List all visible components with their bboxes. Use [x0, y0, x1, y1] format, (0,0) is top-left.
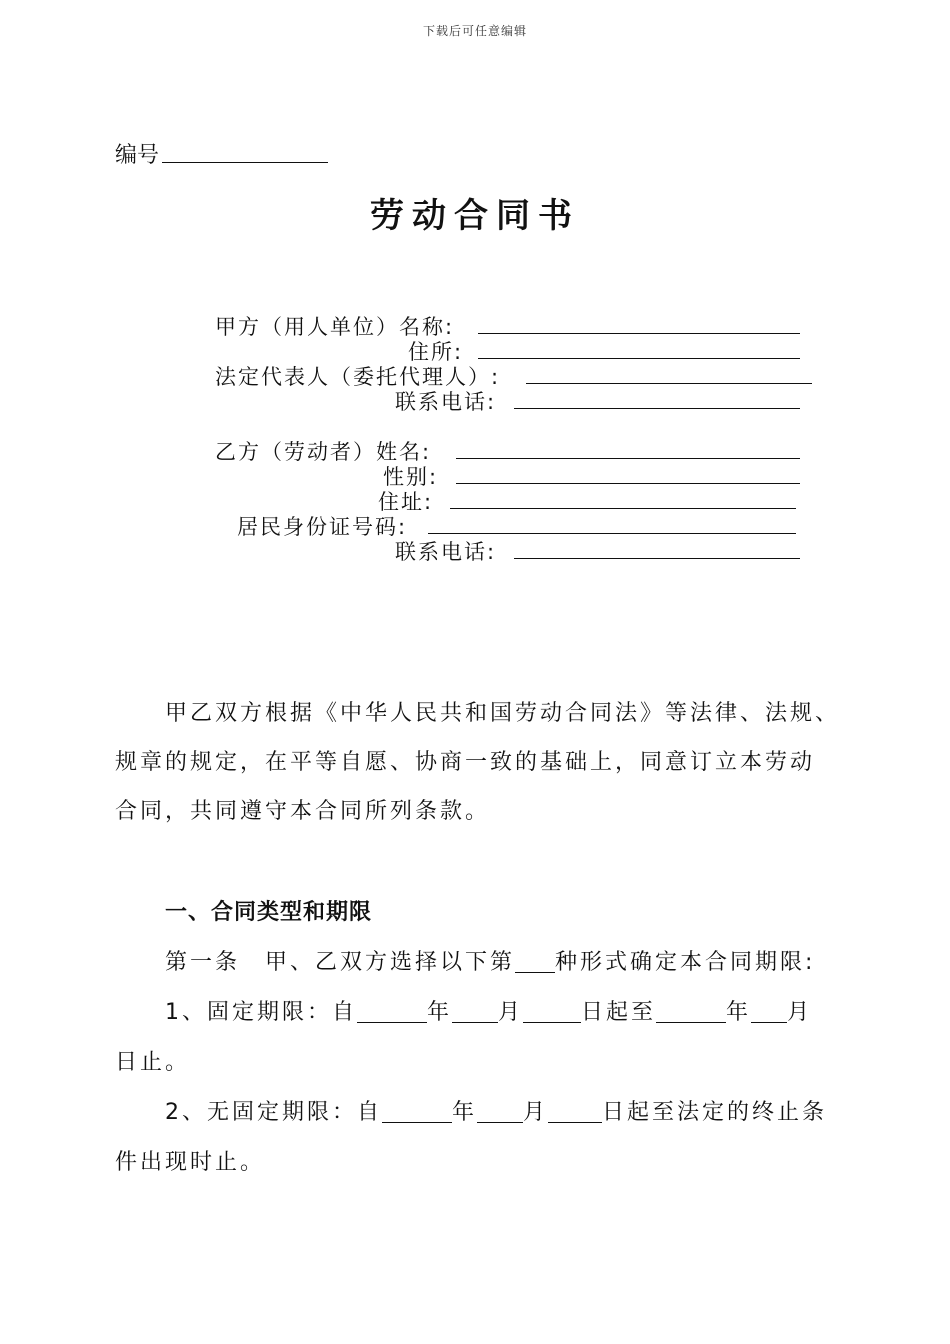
party-a-address-blank[interactable] — [478, 358, 800, 359]
open-year-label: 年 — [452, 1100, 478, 1125]
open-month-label: 月 — [523, 1100, 549, 1125]
intro-line-3: 合同，共同遵守本合同所列条款。 — [115, 799, 491, 824]
fixed-start-month-blank[interactable] — [452, 1000, 498, 1023]
fixed-end-year-blank[interactable] — [656, 1000, 726, 1023]
open-term-line-2: 件出现时止。 — [115, 1150, 266, 1175]
fixed-year-label: 年 — [427, 1000, 453, 1025]
intro-line-2: 规章的规定，在平等自愿、协商一致的基础上，同意订立本劳动 — [115, 750, 816, 775]
article-1-text-b: 种形式确定本合同期限: — [555, 950, 816, 975]
article-1-text-a: 第一条 甲、乙双方选择以下第 — [165, 950, 516, 975]
fixed-start-day-blank[interactable] — [523, 1000, 581, 1023]
party-b-id-number-label: 居民身份证号码: — [237, 515, 408, 539]
contract-number-blank[interactable] — [162, 162, 328, 163]
party-b-address-label: 住址: — [378, 490, 434, 514]
party-a-name-label: 甲方（用人单位）名称: — [215, 315, 455, 339]
fixed-end-month-blank[interactable] — [751, 1000, 787, 1023]
open-start-year-blank[interactable] — [382, 1100, 452, 1123]
fixed-end-month-label: 月 — [787, 1000, 813, 1025]
party-a-representative-label: 法定代表人（委托代理人）: — [215, 365, 501, 389]
party-b-gender-blank[interactable] — [456, 483, 800, 484]
open-term-line — [165, 1095, 827, 1126]
party-b-phone-blank[interactable] — [514, 558, 800, 559]
party-b-name-blank[interactable] — [456, 458, 800, 459]
intro-line-1: 甲乙双方根据《中华人民共和国劳动合同法》等法律、法规、 — [165, 701, 841, 726]
fixed-month-label: 月 — [498, 1000, 524, 1025]
party-a-address-label: 住所: — [408, 340, 464, 364]
fixed-term-prefix: 1、固定期限：自 — [165, 1000, 357, 1025]
open-term-suffix: 日起至法定的终止条 — [602, 1100, 828, 1125]
fixed-start-year-blank[interactable] — [357, 1000, 427, 1023]
party-b-name-label: 乙方（劳动者）姓名: — [215, 440, 432, 464]
fixed-term-line — [165, 995, 812, 1026]
contract-form-choice-blank[interactable] — [515, 950, 555, 973]
party-b-gender-label: 性别: — [383, 465, 439, 489]
party-a-representative-blank[interactable] — [526, 383, 812, 384]
party-a-phone-label: 联系电话: — [395, 390, 497, 414]
section-1-title: 一、合同类型和期限 — [165, 900, 373, 925]
party-b-id-number-blank[interactable] — [428, 533, 796, 534]
open-term-prefix: 2、无固定期限：自 — [165, 1100, 382, 1125]
party-b-phone-label: 联系电话: — [395, 540, 497, 564]
fixed-end-year-label: 年 — [726, 1000, 752, 1025]
fixed-term-line-2: 日止。 — [115, 1050, 191, 1075]
contract-number-label: 编号 — [115, 143, 160, 168]
party-a-name-blank[interactable] — [478, 333, 800, 334]
fixed-day-from-label: 日起至 — [581, 1000, 657, 1025]
party-a-phone-blank[interactable] — [514, 408, 800, 409]
document-title: 劳动合同书 — [370, 196, 580, 236]
open-start-day-blank[interactable] — [548, 1100, 602, 1123]
party-b-address-blank[interactable] — [450, 508, 796, 509]
open-start-month-blank[interactable] — [477, 1100, 523, 1123]
header-note: 下载后可任意编辑 — [422, 24, 527, 38]
article-1-line — [165, 945, 815, 976]
